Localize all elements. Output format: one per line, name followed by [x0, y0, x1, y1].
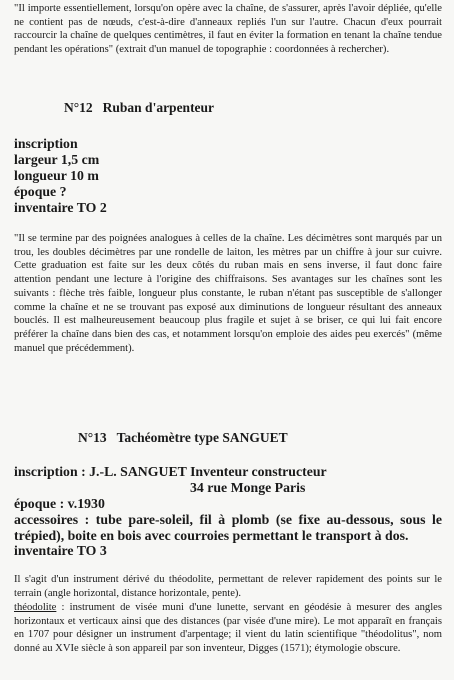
- item-13-heading: [78, 430, 288, 446]
- item-12-number: N°12: [64, 100, 93, 115]
- item-13-inscription: inscription : J.-L. SANGUET Inventeur constructeur: [14, 464, 327, 479]
- item-13-definition: [14, 601, 442, 656]
- item-13-inventaire: inventaire TO 3: [14, 543, 107, 558]
- item-12-inventaire: inventaire TO 2: [14, 200, 107, 215]
- item-13-address-line: [14, 480, 305, 496]
- item-12-heading: [64, 100, 214, 116]
- item-13-accessoires: accessoires : tube pare-soleil, fil à plomb (se fixe au-dessous, sous le trépied), boite en bois avec courroies permettant le transport à dos.: [14, 512, 442, 543]
- item-13-definition-text: : instrument de visée muni d'une lunette, servant en géodésie à mesurer des angles horizontaux et verticaux ainsi que des distances (par visée d'une mire). Le mot apparaît en français en 1707 pour désigner un instrument d'arpentage; il vient du latin scientifique "théodolitus", nom donné au XVIe siècle à son appareil par son inventeur, Digges (1571); étymologie obscure.: [14, 602, 442, 655]
- item-13-address: 34 rue Monge Paris: [190, 480, 306, 495]
- item-12-description: "Il se termine par des poignées analogues à celles de la chaîne. Les décimètres sont marqués par un trou, les doubles décimètres par une rondelle de laiton, les mètres par un chiffre à jour sur cuivre. Cette graduation est faite sur les deux côtés du ruban mais en sens inverse, il faut donc faire attention pendant une lecture à l'origine des chiffraisons. Ses avantages sur les chaînes sont les suivants : flèche très faible, longueur plus constante, le ruban n'étant pas susceptible de s'allonger comme la chaîne et ne se trouvant pas exposé aux diminutions de longueur résultant des anneaux bouclés. Il est malheureusement beaucoup plus fragile et sujet à se briser, ce qui lui fait encore préférer la chaîne dans bien des cas, et notamment lorsqu'on emploie des aides peu exercés" (même manuel que précédemment).: [14, 233, 442, 354]
- item-13-definition-term: théodolite: [14, 602, 57, 613]
- item-12-epoque: époque ?: [14, 184, 67, 199]
- item-13-number: N°13: [78, 430, 107, 445]
- item-13-title: Tachéomètre type SANGUET: [116, 430, 288, 445]
- item-13-description: Il s'agit d'un instrument dérivé du théodolite, permettant de relever rapidement des points sur le terrain (angle horizontal, distance horizontale, pente).: [14, 574, 442, 599]
- item-12-title: Ruban d'arpenteur: [102, 100, 215, 115]
- item-12-longueur: longueur 10 m: [14, 168, 99, 183]
- item-12-largeur: largeur 1,5 cm: [14, 152, 100, 167]
- item-12-inscription: inscription: [14, 136, 78, 151]
- intro-quote: "Il importe essentiellement, lorsqu'on opère avec la chaîne, de s'assurer, après l'avoir dépliée, qu'elle ne contient pas de nœuds, c'est-à-dire d'anneaux repliés l'un sur l'autre. Chacun d'eux pourrait raccourcir la chaîne de quelques centimètres, il faut en éviter la formation en tenant la chaîne tendue pendant les opérations" (extrait d'un manuel de topographie : coordonnées à rechercher).: [14, 3, 442, 56]
- item-13-epoque: époque : v.1930: [14, 496, 105, 511]
